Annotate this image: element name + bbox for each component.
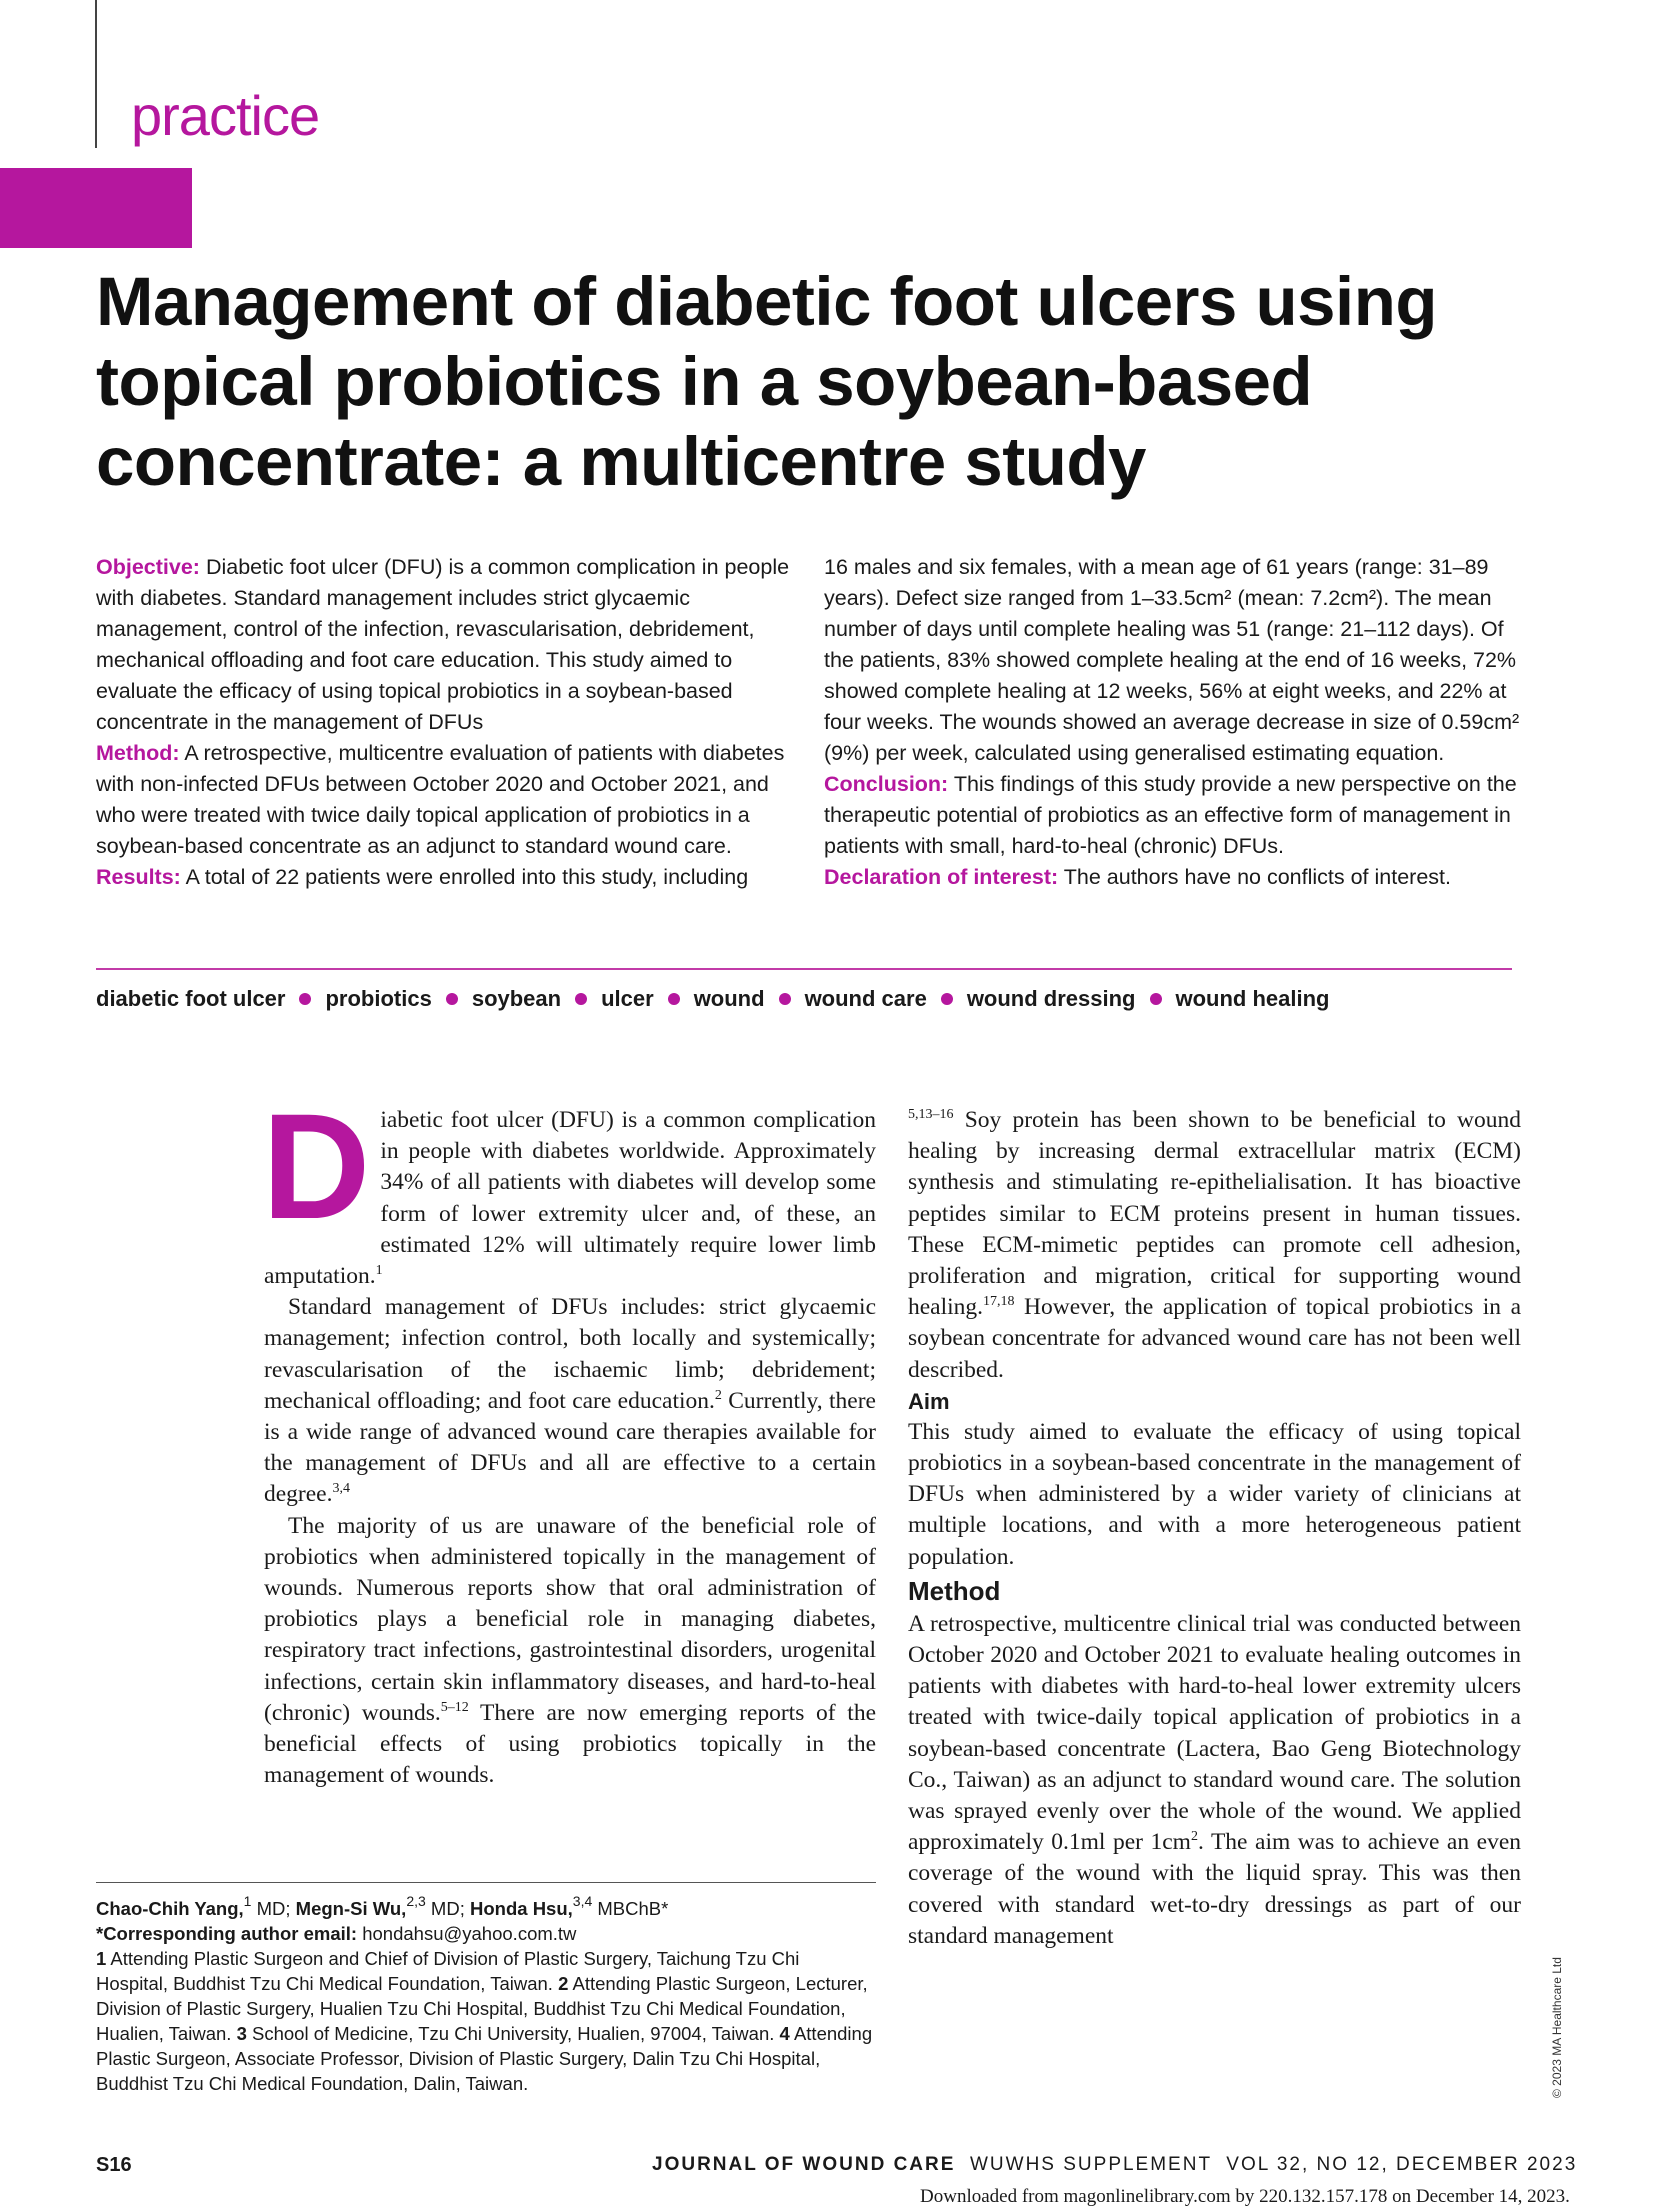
body-paragraph-3-continued <box>908 1105 1521 1386</box>
keyword: diabetic foot ulcer <box>96 986 286 1011</box>
author-degree: MD; <box>425 1898 470 1919</box>
affiliation-number: 2 <box>558 1973 569 1994</box>
abstract-results <box>96 862 796 893</box>
author-line <box>96 1893 876 1921</box>
copyright-wrapper <box>1550 1957 1654 2112</box>
affiliation-marker: 3,4 <box>572 1893 593 1909</box>
issue-info: WUWHS SUPPLEMENT VOL 32, NO 12, DECEMBER 2023 <box>955 2154 1578 2175</box>
abstract-right-column <box>824 552 1528 893</box>
paragraph-text: Standard management of DFUs includes: strict glycaemic management; infection control, both locally and systemically; revascularisation of the ischaemic limb; debridement; mechanical offloading; and foot care education. <box>264 1294 876 1414</box>
declaration-text: The authors have no conflicts of interest. <box>1063 865 1451 889</box>
top-vertical-rule <box>95 0 97 148</box>
keyword: probiotics <box>325 986 432 1011</box>
method-paragraph <box>908 1609 1521 1952</box>
paragraph-text: Currently, there is a wide range of advanced wound care therapies available for the management of DFUs and all are effective to a certain degree. <box>264 1387 876 1508</box>
reference-marker: 2 <box>714 1387 722 1403</box>
paragraph-text: iabetic foot ulcer (DFU) is a common complication in people with diabetes worldwide. Approximately 34% of all patients with diabetes will develop some form of lower extremity ulcer and, of these, an estimated 12% will ultimately require lower limb amputation. <box>264 1107 876 1290</box>
bullet-dot-icon <box>299 993 311 1005</box>
objective-text: Diabetic foot ulcer (DFU) is a common complication in people with diabetes. Standard management includes strict glycaemic management, control of the infection, revascularisation, debridement, mechanical offloading and foot care education. This study aimed to evaluate the efficacy of using topical probiotics in a soybean-based concentrate in the management of DFUs <box>96 555 790 734</box>
abstract-declaration <box>824 862 1528 893</box>
reference-marker: 5–12 <box>440 1699 469 1715</box>
declaration-label: Declaration of interest: <box>824 865 1059 889</box>
copyright-notice: © 2023 MA Healthcare Ltd <box>1550 1957 1564 2098</box>
section-label: practice <box>131 84 320 147</box>
abstract-left-column <box>96 552 796 893</box>
body-paragraph-3 <box>264 1511 876 1792</box>
abstract-method <box>96 738 796 862</box>
paragraph-text: . The aim was to achieve an even coverage of the wound with the liquid spray. This was then covered with standard wet-to-dry dressings as part of our standard management <box>908 1829 1521 1949</box>
abstract-objective <box>96 552 796 738</box>
affiliations <box>96 1946 876 2096</box>
author-name: Honda Hsu, <box>470 1898 573 1919</box>
method-heading: Method <box>908 1575 1001 1606</box>
keyword: wound dressing <box>966 986 1136 1011</box>
corresponding-email: hondahsu@yahoo.com.tw <box>357 1923 577 1944</box>
method-text: A retrospective, multicentre evaluation of patients with diabetes with non-infected DFUs between October 2020 and October 2021, and who were treated with twice daily topical application of probiotics in a soybean-based concentrate as an adjunct to standard wound care. <box>96 741 785 858</box>
method-label: Method: <box>96 741 180 765</box>
reference-marker: 1 <box>375 1263 383 1279</box>
journal-name: JOURNAL OF WOUND CARE <box>652 2154 956 2175</box>
objective-label: Objective: <box>96 555 200 579</box>
bullet-dot-icon <box>941 993 953 1005</box>
author-divider <box>96 1882 876 1883</box>
affiliation-text: School of Medicine, Tzu Chi University, Hualien, 97004, Taiwan. <box>246 2023 780 2044</box>
author-degree: MD; <box>251 1898 296 1919</box>
keyword-divider <box>96 968 1512 970</box>
results-label: Results: <box>96 865 181 889</box>
affiliation-number: 3 <box>236 2023 247 2044</box>
affiliation-text: Attending Plastic Surgeon and Chief of Division of Plastic Surgery, Taichung Tzu Chi Hospital, Buddhist Tzu Chi Medical Foundation, Taiwan. <box>96 1948 800 1994</box>
paragraph-text: The majority of us are unaware of the beneficial role of probiotics when administered topically in the management of wounds. Numerous reports show that oral administration of probiotics plays a beneficial role in managing diabetes, respiratory tract infections, gastrointestinal disorders, urogenital infections, certain skin inflammatory diseases, and hard-to-heal (chronic) wounds. <box>264 1512 876 1726</box>
bullet-dot-icon <box>668 993 680 1005</box>
corresponding-author <box>96 1921 876 1946</box>
author-name: Megn-Si Wu, <box>295 1898 407 1919</box>
body-left-column <box>262 1082 876 1791</box>
paragraph-text: However, the application of topical probiotics in a soybean concentrate for advanced wound care has not been well described. <box>908 1294 1521 1383</box>
bullet-dot-icon <box>779 993 791 1005</box>
keyword: ulcer <box>601 986 654 1011</box>
affiliation-text: Attending Plastic Surgeon, Associate Professor, Division of Plastic Surgery, Dalin Tzu Chi Hospital, Buddhist Tzu Chi Medical Foundation, Dalin, Taiwan. <box>96 2023 873 2094</box>
article-title: Management of diabetic foot ulcers using topical probiotics in a soybean-based concentrate: a multicentre study <box>96 263 1437 500</box>
reference-marker: 5,13–16 <box>908 1107 954 1122</box>
affiliation-text: Attending Plastic Surgeon, Lecturer, Division of Plastic Surgery, Hualien Tzu Chi Hospital, Buddhist Tzu Chi Medical Foundation, Hualien, Taiwan. <box>96 1973 868 2044</box>
bullet-dot-icon <box>1150 993 1162 1005</box>
author-name: Chao-Chih Yang, <box>96 1898 244 1919</box>
affiliation-number: 1 <box>96 1948 107 1969</box>
page-number: S16 <box>96 2154 132 2176</box>
drop-cap: D <box>262 1082 371 1250</box>
bullet-dot-icon <box>446 993 458 1005</box>
aim-heading: Aim <box>908 1388 950 1414</box>
superscript: 2 <box>1190 1829 1198 1845</box>
conclusion-label: Conclusion: <box>824 772 949 796</box>
affiliation-number: 4 <box>779 2023 790 2044</box>
body-paragraph-1 <box>262 1082 876 1292</box>
abstract-conclusion <box>824 769 1528 862</box>
paragraph-text: Soy protein has been shown to be beneficial to wound healing by increasing dermal extracellular matrix (ECM) synthesis and stimulating re-epithelialisation. It has bioactive peptides similar to ECM proteins present in human tissues. These ECM-mimetic peptides can promote cell adhesion, proliferation and migration, critical for supporting wound healing. <box>908 1107 1521 1321</box>
journal-footer <box>652 2154 1577 2176</box>
author-block <box>96 1893 876 2096</box>
author-degree: MBChB* <box>592 1898 669 1919</box>
paragraph-text: A retrospective, multicentre clinical trial was conducted between October 2020 and October 2021 to evaluate healing outcomes in patients with diabetes with hard-to-heal lower extremity ulcers treated with twice-daily topical application of probiotics in a soybean-based concentrate (Lactera, Bao Geng Biotechnology Co., Taiwan) as an adjunct to standard wound care. The solution was sprayed evenly over the whole of the wound. We applied approximately 0.1ml per 1cm <box>908 1610 1521 1856</box>
keyword: soybean <box>471 986 562 1011</box>
aim-paragraph: This study aimed to evaluate the efficacy of using topical probiotics in a soybean-based concentrate in the management of DFUs when administered by a wider variety of clinicians at multiple locations, and with a more heterogeneous patient population. <box>908 1418 1521 1570</box>
body-right-column <box>908 1105 1521 1952</box>
keyword: wound <box>693 986 765 1011</box>
bullet-dot-icon <box>575 993 587 1005</box>
conclusion-text: This findings of this study provide a new perspective on the therapeutic potential of probiotics as an effective form of management in patients with small, hard-to-heal (chronic) DFUs. <box>824 772 1517 858</box>
reference-marker: 17,18 <box>983 1294 1015 1310</box>
keyword-list <box>96 984 1330 1014</box>
keyword: wound healing <box>1175 986 1330 1011</box>
reference-marker: 3,4 <box>332 1481 350 1497</box>
affiliation-marker: 2,3 <box>406 1893 426 1909</box>
results-text-a: A total of 22 patients were enrolled into this study, including <box>185 865 749 889</box>
corresponding-label: *Corresponding author email: <box>96 1923 358 1944</box>
accent-block <box>0 168 192 248</box>
body-paragraph-2 <box>264 1292 876 1510</box>
paragraph-text: There are now emerging reports of the beneficial effects of using probiotics topically in the management of wounds. <box>264 1699 876 1789</box>
keyword: wound care <box>804 986 927 1011</box>
abstract-results-continued: 16 males and six females, with a mean age of 61 years (range: 31–89 years). Defect size ranged from 1–33.5cm² (mean: 7.2cm²). The mean number of days until complete healing was 51 (range: 21–112 days). Of the patients, 83% showed complete healing at the end of 16 weeks, 72% showed complete healing at 12 weeks, 56% at eight weeks, and 22% at four weeks. The wounds showed an average decrease in size of 0.59cm² (9%) per week, calculated using generalised estimating equation. <box>824 555 1520 765</box>
download-note: Downloaded from magonlinelibrary.com by 220.132.157.178 on December 14, 2023. <box>920 2186 1570 2207</box>
affiliation-marker: 1 <box>243 1893 252 1909</box>
